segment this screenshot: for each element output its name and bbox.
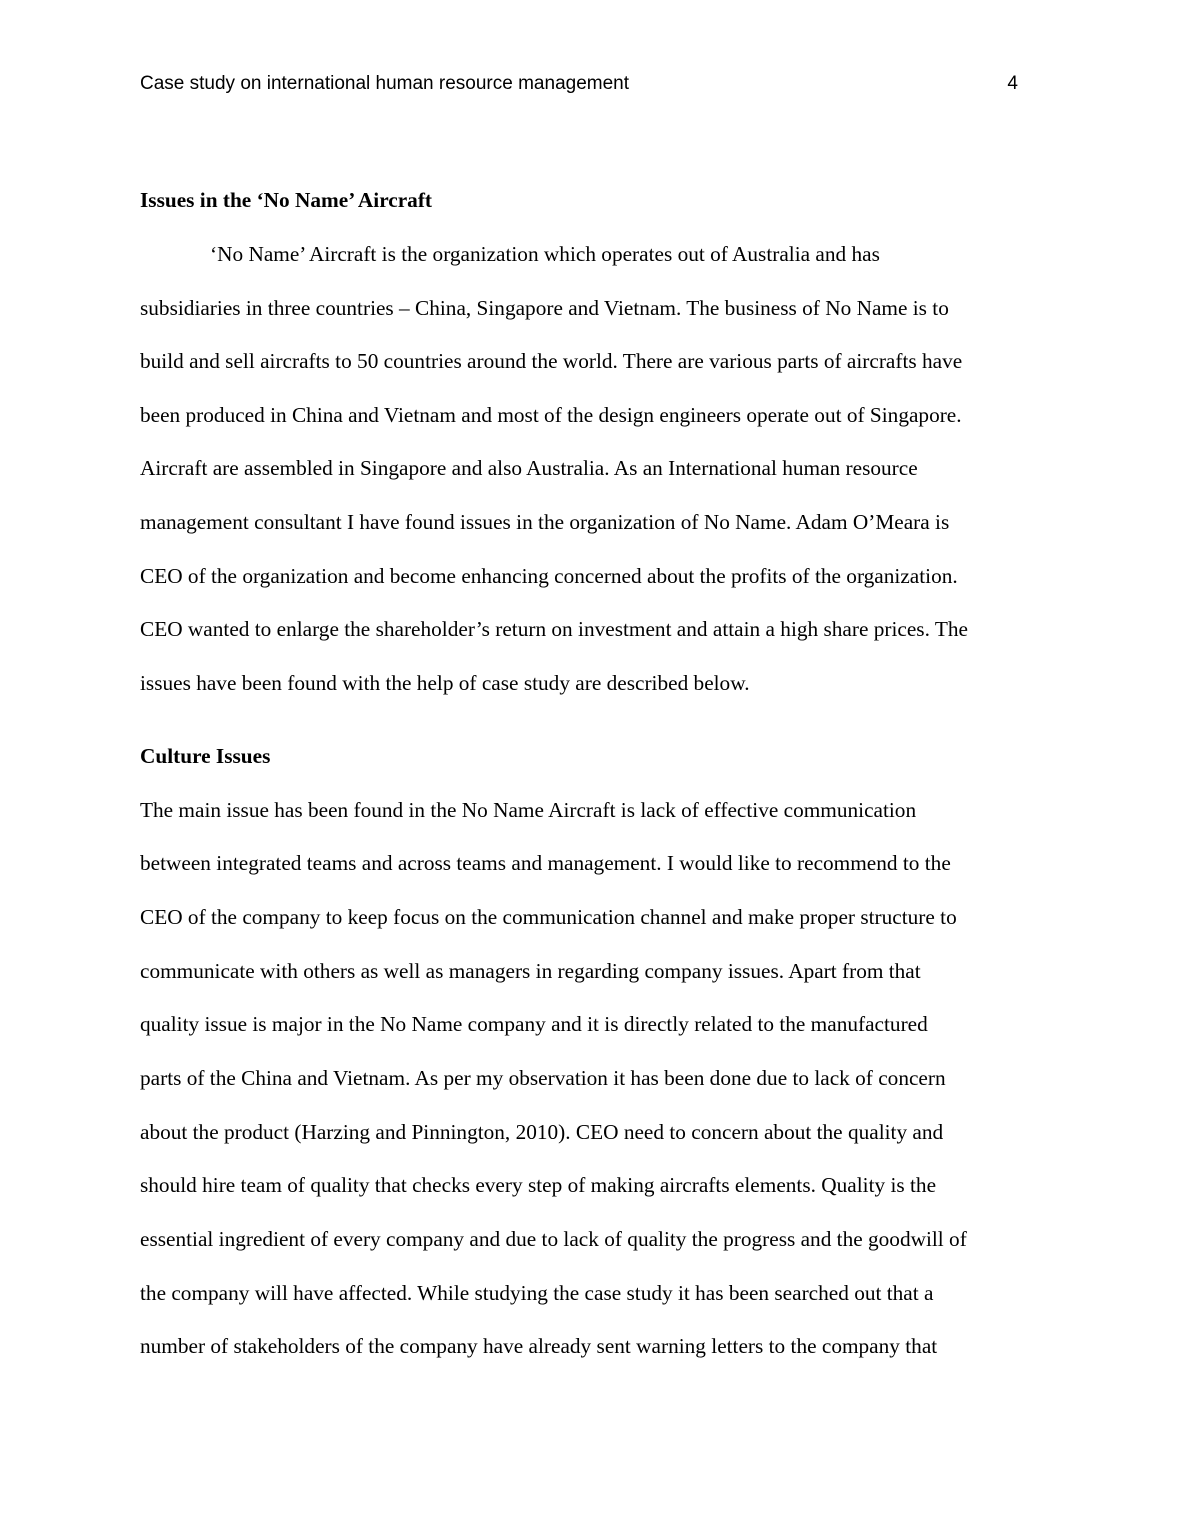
paragraph-line: parts of the China and Vietnam. As per my observation it has been done due to lack of concern [140, 1066, 946, 1090]
paragraph-line: management consultant I have found issues in the organization of No Name. Adam O’Meara is [140, 510, 950, 534]
paragraph-line: between integrated teams and across teams and management. I would like to recommend to the [140, 851, 951, 875]
paragraph-line: Aircraft are assembled in Singapore and also Australia. As an International human resource [140, 456, 918, 480]
paragraph-line: subsidiaries in three countries – China, Singapore and Vietnam. The business of No Name is to [140, 296, 949, 320]
paragraph-line: CEO wanted to enlarge the shareholder’s return on investment and attain a high share prices. The [140, 617, 968, 641]
paragraph-line: been produced in China and Vietnam and most of the design engineers operate out of Singapore. [140, 403, 962, 427]
paragraph-line: ‘No Name’ Aircraft is the organization which operates out of Australia and has [210, 242, 880, 266]
paragraph-line: communicate with others as well as managers in regarding company issues. Apart from that [140, 959, 921, 983]
section-heading-culture: Culture Issues [140, 744, 271, 768]
paragraph-line: number of stakeholders of the company have already sent warning letters to the company that [140, 1334, 938, 1358]
paragraph-line: quality issue is major in the No Name company and it is directly related to the manufactured [140, 1012, 928, 1036]
page-number: 4 [1007, 73, 1018, 94]
paragraph-line: CEO of the organization and become enhancing concerned about the profits of the organization. [140, 564, 958, 588]
section-heading-issues: Issues in the ‘No Name’ Aircraft [140, 188, 432, 212]
paragraph-line: issues have been found with the help of case study are described below. [140, 671, 750, 695]
paragraph-line: essential ingredient of every company and due to lack of quality the progress and the goodwill of [140, 1227, 967, 1251]
paragraph-line: about the product (Harzing and Pinnington, 2010). CEO need to concern about the quality and [140, 1120, 944, 1144]
paragraph-line: build and sell aircrafts to 50 countries around the world. There are various parts of aircrafts have [140, 349, 963, 373]
paragraph-line: the company will have affected. While studying the case study it has been searched out that a [140, 1281, 934, 1305]
header-title: Case study on international human resource management [140, 73, 630, 94]
paragraph-line: CEO of the company to keep focus on the communication channel and make proper structure to [140, 905, 957, 929]
paragraph-line: should hire team of quality that checks every step of making aircrafts elements. Quality is the [140, 1173, 937, 1197]
page-header [140, 70, 1020, 98]
paragraph-line: The main issue has been found in the No Name Aircraft is lack of effective communication [140, 798, 917, 822]
